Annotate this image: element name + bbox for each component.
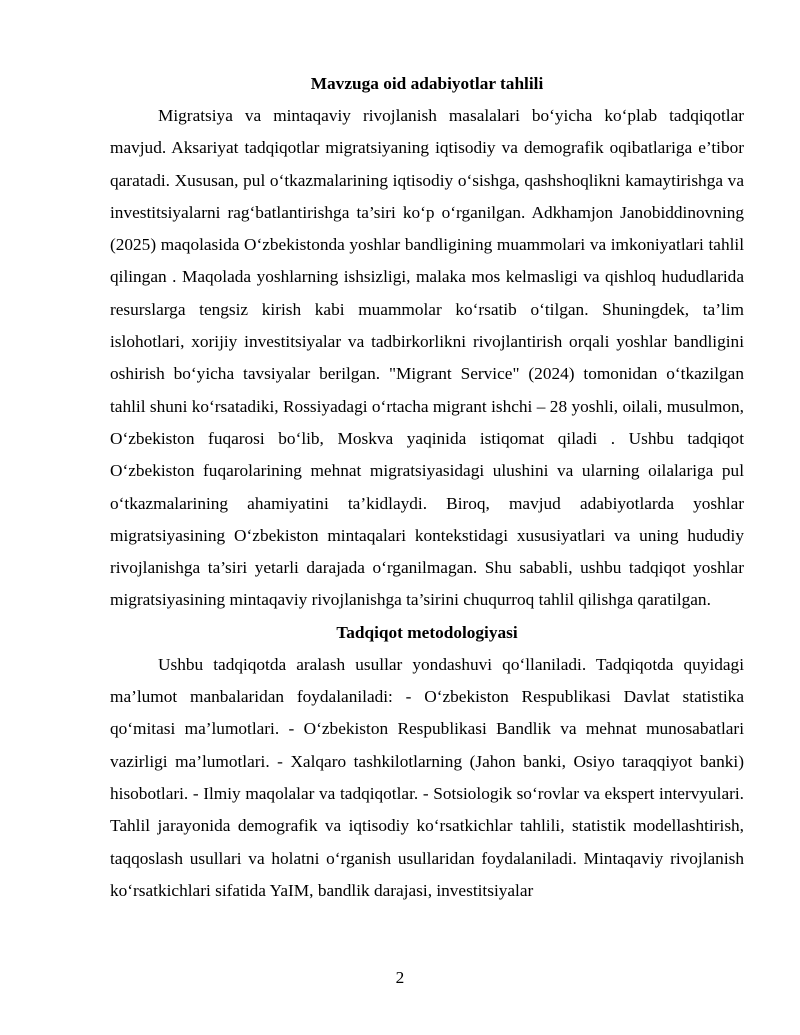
document-page xyxy=(110,68,744,907)
section-heading-literature-review: Mavzuga oid adabiyotlar tahlili xyxy=(310,74,544,93)
methodology-paragraph: Ushbu tadqiqotda aralash usullar yondashuvi qo‘llaniladi. Tadqiqotda quyidagi ma’lumot manbalaridan foydalaniladi: - O‘zbekiston Respublikasi Davlat statistika qo‘mitasi ma’lumotlari. - O‘zbekiston Respublikasi Bandlik va mehnat munosabatlari vazirligi ma’lumotlari. - Xalqaro tashkilotlarning (Jahon banki, Osiyo taraqqiyot banki) hisobotlari. - Ilmiy maqolalar va tadqiqotlar. - Sotsiologik so‘rovlar va ekspert intervyulari. Tahlil jarayonida demografik va iqtisodiy ko‘rsatkichlar tahlili, statistik modellashtirish, taqqoslash usullari va holatni o‘rganish usullaridan foydalaniladi. Mintaqaviy rivojlanish ko‘rsatkichlari sifatida YaIM, bandlik darajasi, investitsiyalar xyxy=(110,654,744,900)
section-heading-methodology: Tadqiqot metodologiyasi xyxy=(336,622,518,642)
literature-review-paragraph: Migratsiya va mintaqaviy rivojlanish masalalari bo‘yicha ko‘plab tadqiqotlar mavjud. Aksariyat tadqiqotlar migratsiyaning iqtisodiy va demografik oqibatlariga e’tibor qaratadi. Xususan, pul o‘tkazmalarining iqtisodiy o‘sishga, qashshoqlikni kamaytirishga va investitsiyalarni rag‘batlantirishga ta’siri ko‘p o‘rganilgan. Adkhamjon Janobiddinovning (2025) maqolasida O‘zbekistonda yoshlar bandligining muammolari va imkoniyatlari tahlil qilingan . Maqolada yoshlarning ishsizligi, malaka mos kelmasligi va qishloq hududlarida resurslarga tengsiz kirish kabi muammolar ko‘rsatib o‘tilgan. Shuningdek, ta’lim islohotlari, xorijiy investitsiyalar va tadbirkorlikni rivojlantirish orqali yoshlar bandligini oshirish bo‘yicha tavsiyalar berilgan. "Migrant Service" (2024) tomonidan o‘tkazilgan tahlil shuni ko‘rsatadiki, Rossiyadagi o‘rtacha migrant ishchi – 28 yoshli, oilali, musulmon, O‘zbekiston fuqarosi bo‘lib, Moskva yaqinida istiqomat qiladi . Ushbu tadqiqot O‘zbekiston fuqarolarining mehnat migratsiyasidagi ulushini va ularning oilalariga pul o‘tkazmalarining ahamiyatini ta’kidlaydi. Biroq, mavjud adabiyotlarda yoshlar migratsiyasining O‘zbekiston mintaqalari kontekstidagi xususiyatlari va uning hududiy rivojlanishga ta’siri yetarli darajada o‘rganilmagan. Shu sababli, ushbu tadqiqot yoshlar migratsiyasining mintaqaviy rivojlanishga ta’sirini chuqurroq tahlil qilishga qaratilgan. xyxy=(110,106,744,610)
page-number: 2 xyxy=(395,968,405,987)
